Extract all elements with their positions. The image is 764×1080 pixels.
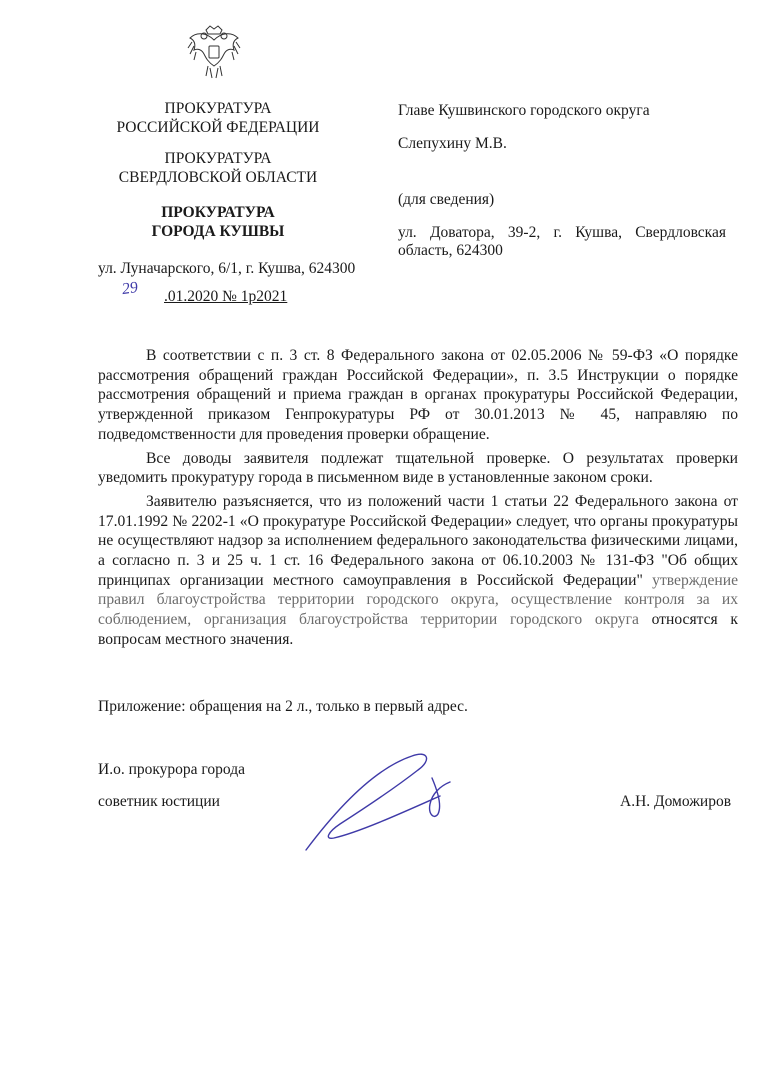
org-line: РОССИЙСКОЙ ФЕДЕРАЦИИ xyxy=(116,119,320,136)
signer-name: А.Н. Доможиров xyxy=(620,793,732,810)
letter-body xyxy=(98,346,738,650)
attachment-note: Приложение: обращения на 2 л., только в первый адрес. xyxy=(98,698,468,715)
signer-position: И.о. прокурора города xyxy=(98,761,245,778)
org-line: ПРОКУРАТУРА xyxy=(161,204,275,221)
coat-of-arms-emblem-icon xyxy=(186,22,242,82)
body-paragraph-1: В соответствии с п. 3 ст. 8 Федерального закона от 02.05.2006 № 59-ФЗ «О порядке рассмотрения обращений граждан Российской Федерации», п. 3.5 Инструкции о порядке рассмотрения обращений и приема граждан в органах прокуратуры Российской Федерации, утвержденной приказом Генпрокуратуры РФ от 30.01.2013 № 45, направляю по подведомственности для проведения проверки обращение. xyxy=(98,347,738,443)
body-paragraph-3-part-a: Заявителю разъясняется, что из положений части 1 статьи 22 Федерального закона от 17.01.1992 № 2202-1 «О прокуратуре Российской Федерации» следует, что органы прокуратуры не осуществляют надзор за исполнением федерального законодательства физическими лицами, а согласно п. 3 и 25 ч. 1 ст. 16 Федерального закона от 06.10.2003 № 131-ФЗ "Об общих принципах организации местного самоуправления в Российской Федерации" xyxy=(98,492,738,589)
org-region-block xyxy=(108,149,328,187)
recipient-address-line2: область, 624300 xyxy=(398,242,503,259)
body-paragraph-3-part-b: утверждение правил благоустройства территории городского округа, осуществление контроля за их соблюдением, организация благоустройства территории городского округа xyxy=(98,571,738,629)
sender-address: ул. Луначарского, 6/1, г. Кушва, 624300 xyxy=(98,260,356,277)
recipient-name: Слепухину М.В. xyxy=(398,135,507,152)
org-city-block xyxy=(108,203,328,241)
recipient-address-line1: ул. Доватора, 39-2, г. Кушва, Свердловская xyxy=(398,224,726,241)
org-name-block xyxy=(108,99,328,137)
org-line: ПРОКУРАТУРА xyxy=(164,150,272,167)
handwritten-signature xyxy=(300,748,460,860)
info-note: (для сведения) xyxy=(398,191,495,208)
org-line: ПРОКУРАТУРА xyxy=(164,100,272,117)
handwritten-date-day: 29 xyxy=(120,278,140,299)
signer-rank: советник юстиции xyxy=(98,793,220,810)
body-paragraph-3-part-c: относятся к вопросам местного значения. xyxy=(98,611,738,648)
outgoing-date-number: .01.2020 № 1р2021 xyxy=(164,288,288,305)
recipient-title: Главе Кушвинского городского округа xyxy=(398,102,650,119)
body-paragraph-2: Все доводы заявителя подлежат тщательной проверке. О результатах проверки уведомить прокуратуру города в письменном виде в установленные законом сроки. xyxy=(98,449,738,487)
outgoing-number-line xyxy=(120,278,288,306)
org-line: ГОРОДА КУШВЫ xyxy=(151,223,285,240)
org-line: СВЕРДЛОВСКОЙ ОБЛАСТИ xyxy=(118,169,318,186)
body-paragraph-3 xyxy=(98,492,738,650)
